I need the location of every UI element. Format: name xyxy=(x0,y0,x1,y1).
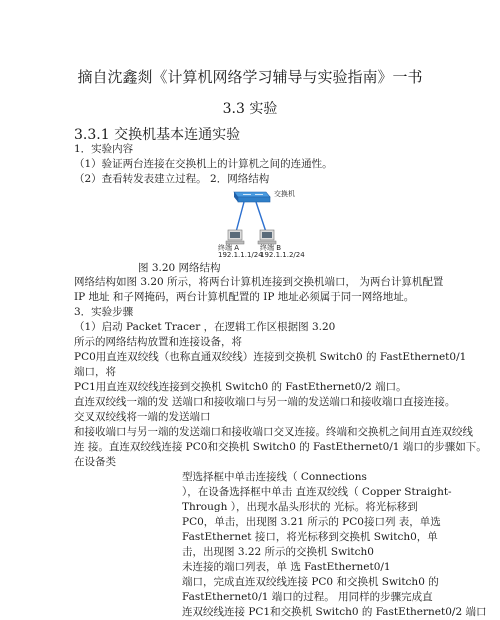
text-line: 1．实验内容 xyxy=(74,143,134,155)
pc-a-label: 终端 A xyxy=(218,244,240,252)
text-line: （1）启动 Packet Tracer ，在逻辑工作区根据图 3.20 xyxy=(74,321,336,333)
text-line: PC1用直连双绞线连接到交换机 Switch0 的 FastEthernet0/2 端口。 xyxy=(74,381,407,393)
indented-line: PC0，单击，出现图 3.21 所示的 PC0接口列 表，单选 xyxy=(182,516,441,528)
cable-b xyxy=(256,202,266,232)
document-header: 摘自沈鑫剡《计算机网络学习辅导与实验指南》一书 xyxy=(77,68,423,86)
text-line: 和接收端口与另一端的发送端口和接收端口交叉连接。终端和交换机之间用直连双绞线 xyxy=(74,426,473,438)
computer-icon xyxy=(226,230,244,244)
text-line: 在设备类 xyxy=(74,456,116,468)
text-line: 所示的网络结构放置和连接设备，将 xyxy=(74,336,242,348)
text-line: （1）验证两台连接在交换机上的计算机之间的连通性。 xyxy=(74,158,333,170)
indented-line: FastEthernet0/1 端口的过程。 用同样的步骤完成直 xyxy=(182,591,433,603)
figure-caption: 图 3.20 网络结构 xyxy=(138,262,221,274)
text-line: 网络结构如图 3.20 所示，将两台计算机连接到交换机端口， 为两台计算机配置 xyxy=(74,276,444,288)
indented-line: 型选择框中单击连接线（ Connections xyxy=(182,471,367,483)
indented-line: 击，出现图 3.22 所示的交换机 Switch0 xyxy=(182,546,374,558)
indented-line: 端口，完成直连双绞线连接 PC0 和交换机 Switch0 的 xyxy=(182,576,439,588)
indented-line: Through ），出现水晶头形状的 光标。将光标移到 xyxy=(182,501,418,513)
text-line: 直连双绞线一端的发 送端口和接收端口与另一端的发送端口和接收端口直接连接。 xyxy=(74,396,456,408)
text-line: PC0用直连双绞线（也称直通双绞线）连接到交换机 Switch0 的 FastEthernet0/1 xyxy=(74,351,467,363)
indented-line: ），在设备选择框中单击 直连双绞线（ Copper Straight- xyxy=(182,486,452,498)
indented-line: FastEthernet 接口，将光标移到交换机 Switch0，单 xyxy=(182,531,438,543)
text-line: （2）查看转发表建立过程。 2．网络结构 xyxy=(74,173,270,185)
computer-icon xyxy=(258,230,276,244)
switch-icon xyxy=(234,192,270,202)
pc-a-ip: 192.1.1.1/24 xyxy=(218,251,263,258)
pc-b-ip: 192.1.1.2/24 xyxy=(260,251,305,258)
network-diagram xyxy=(210,186,322,258)
indented-line: 连双绞线连接 PC1和交换机 Switch0 的 FastEthernet0/2 端口 xyxy=(182,606,487,618)
section-title: 3.3 实验 xyxy=(222,101,278,117)
subsection-title: 3.3.1 交换机基本连通实验 xyxy=(74,127,241,143)
switch-label: 交换机 xyxy=(274,190,295,198)
text-line: 端口，将 xyxy=(74,366,116,378)
text-line: 连 接。直连双绞线连接 PC0和交换机 Switch0 的 FastEthernet0/1 端口的步骤如下。 xyxy=(74,441,487,453)
text-line: 交叉双绞线将一端的发送端口 xyxy=(74,411,211,423)
pc-b-label: 终端 B xyxy=(260,244,282,252)
indented-line: 未连接的端口列表，单 选 FastEthernet0/1 xyxy=(182,561,391,573)
text-line: 3．实验步骤 xyxy=(74,306,134,318)
text-line: IP 地址 和子网掩码，两台计算机配置的 IP 地址必须属于同一网络地址。 xyxy=(74,291,415,303)
cable-a xyxy=(236,202,244,232)
